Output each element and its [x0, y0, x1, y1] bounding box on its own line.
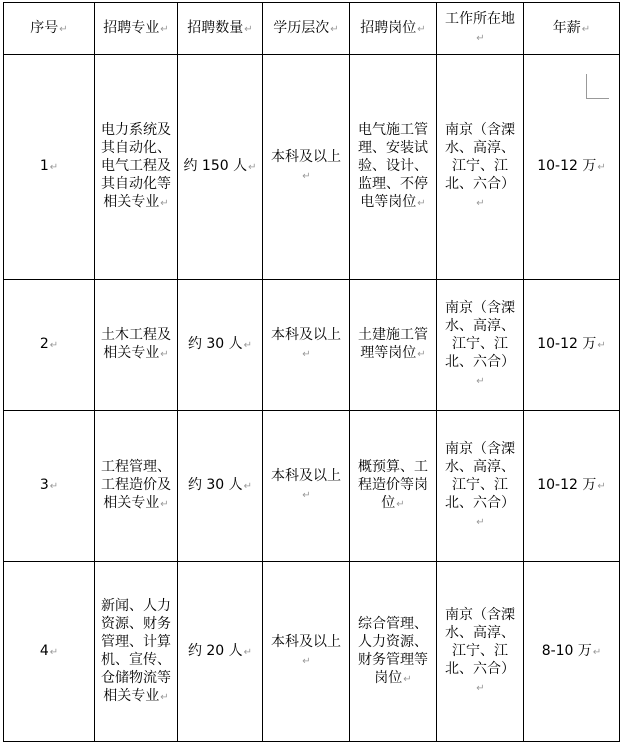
cell-location: 南京（含溧水、高淳、江宁、江北、六合）↵: [437, 55, 524, 280]
header-salary: 年薪↵: [524, 3, 620, 55]
header-location: 工作所在地↵: [437, 3, 524, 55]
table-row: [4, 280, 620, 411]
cell-major: 土木工程及相关专业↵: [95, 280, 178, 411]
cell-location: 南京（含溧水、高淳、江宁、江北、六合）↵: [437, 280, 524, 411]
cell-location: 南京（含溧水、高淳、江宁、江北、六合）↵: [437, 411, 524, 562]
cell-position: 概预算、工程造价等岗位↵: [350, 411, 437, 562]
table-row: [4, 55, 620, 280]
cell-index: 3↵: [4, 411, 95, 562]
cell-major: 新闻、人力资源、财务管理、计算机、宣传、仓储物流等相关专业↵: [95, 562, 178, 742]
page-corner-mark: [586, 74, 609, 99]
cell-education: 本科及以上↵: [263, 280, 350, 411]
cell-salary: 10-12 万↵: [524, 411, 620, 562]
header-count: 招聘数量↵: [178, 3, 263, 55]
cell-education: 本科及以上↵: [263, 562, 350, 742]
table-row: [4, 562, 620, 742]
cell-location: 南京（含溧水、高淳、江宁、江北、六合）↵: [437, 562, 524, 742]
header-major: 招聘专业↵: [95, 3, 178, 55]
cell-position: 土建施工管理等岗位↵: [350, 280, 437, 411]
cell-count: 约 30 人↵: [178, 280, 263, 411]
header-index: 序号↵: [4, 3, 95, 55]
cell-index: 1↵: [4, 55, 95, 280]
header-row: [4, 3, 620, 55]
cell-major: 电力系统及其自动化、电气工程及其自动化等相关专业↵: [95, 55, 178, 280]
cell-count: 约 30 人↵: [178, 411, 263, 562]
header-position: 招聘岗位↵: [350, 3, 437, 55]
cell-position: 综合管理、人力资源、财务管理等岗位↵: [350, 562, 437, 742]
cell-major: 工程管理、工程造价及相关专业↵: [95, 411, 178, 562]
table-row: [4, 411, 620, 562]
recruitment-table: [3, 2, 620, 742]
cell-education: 本科及以上↵: [263, 55, 350, 280]
cell-count: 约 150 人↵: [178, 55, 263, 280]
cell-salary: 10-12 万↵: [524, 55, 620, 280]
cell-salary: 10-12 万↵: [524, 280, 620, 411]
cell-index: 4↵: [4, 562, 95, 742]
cell-salary: 8-10 万↵: [524, 562, 620, 742]
cell-index: 2↵: [4, 280, 95, 411]
cell-count: 约 20 人↵: [178, 562, 263, 742]
header-education: 学历层次↵: [263, 3, 350, 55]
cell-education: 本科及以上↵: [263, 411, 350, 562]
cell-position: 电气施工管理、安装试验、设计、监理、不停电等岗位↵: [350, 55, 437, 280]
